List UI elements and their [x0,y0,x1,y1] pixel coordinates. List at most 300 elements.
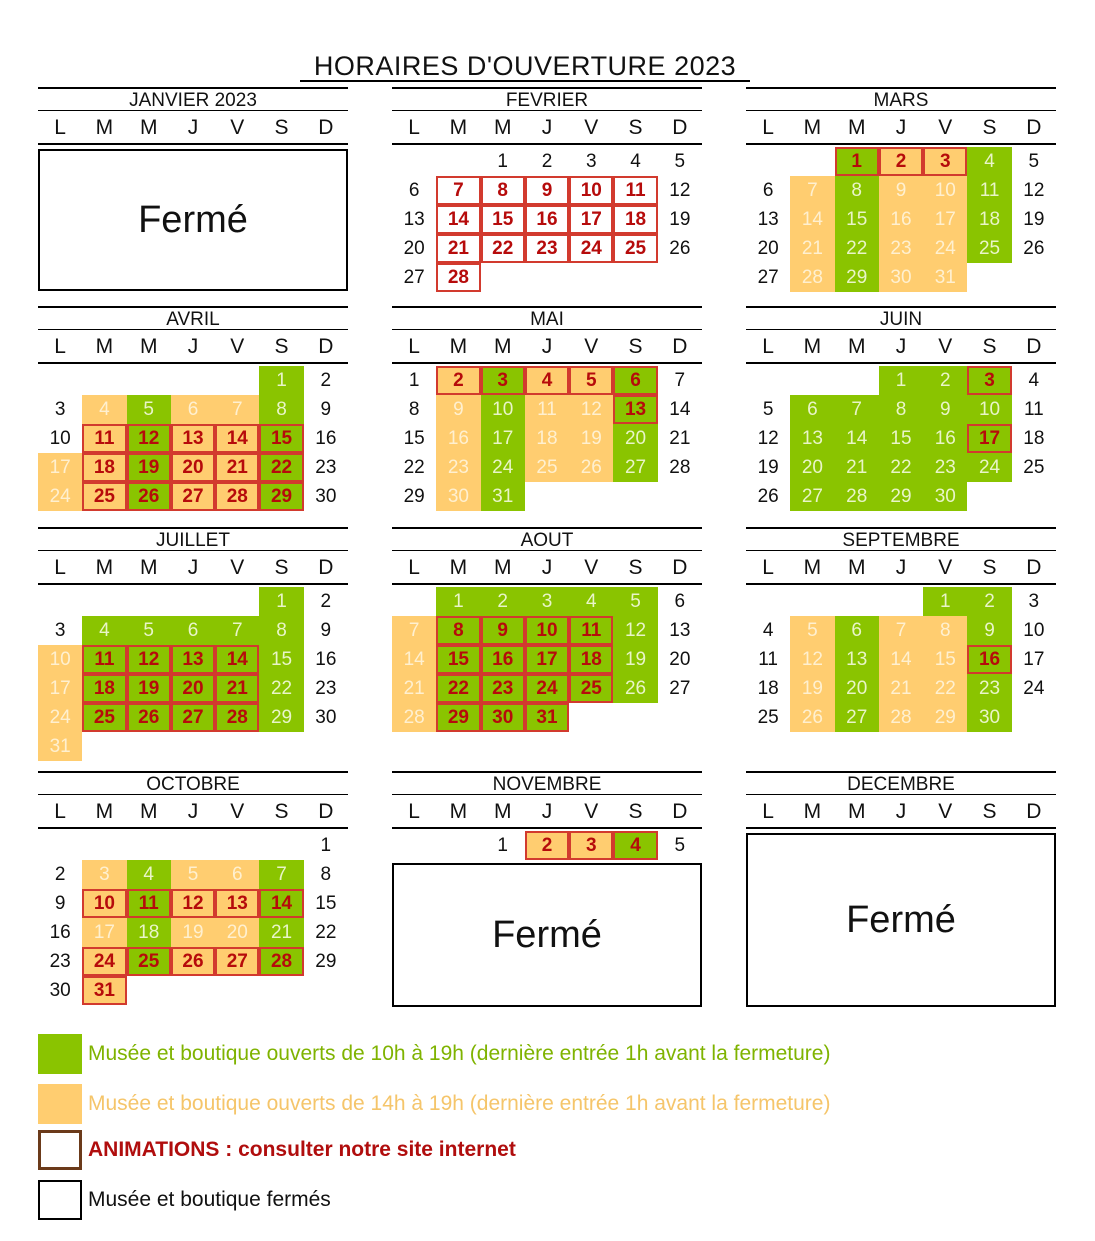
day-cell: 27 [669,678,691,699]
day-cell: 26 [613,674,657,703]
day-cell: 28 [215,703,259,732]
month-name: DECEMBRE [746,771,1056,795]
weekday-label: V [938,556,953,579]
day-cell: 26 [127,703,171,732]
day-cell: 19 [127,674,171,703]
weekday-label: M [803,556,822,579]
weekday-label: M [139,556,158,579]
day-cell: 25 [613,234,657,263]
month-name: JUILLET [38,527,348,551]
day-cell: 31 [38,732,82,761]
day-cell: 22 [835,234,879,263]
day-cell: 15 [923,645,967,674]
month-block [392,306,702,511]
day-cell: 25 [967,234,1011,263]
weekday-label: V [230,556,245,579]
day-cell: 1 [497,835,508,856]
day-cell: 23 [436,453,480,482]
day-cell: 26 [757,486,779,507]
month-name: SEPTEMBRE [746,527,1056,551]
day-cell: 5 [127,616,171,645]
weekday-label: M [493,116,512,139]
day-cell: 19 [669,209,691,230]
day-cell: 25 [82,703,126,732]
empty-cell [790,366,834,395]
day-cell: 7 [259,860,303,889]
day-cell: 22 [923,674,967,703]
day-cell: 16 [49,922,71,943]
weekday-label: M [803,800,822,823]
weekday-label: L [762,116,774,139]
weekday-label: V [584,800,599,823]
month-block [392,87,702,292]
orange-swatch [38,1084,82,1124]
day-cell: 23 [49,951,71,972]
weekday-label: M [449,556,468,579]
day-cell: 12 [127,424,171,453]
day-cell: 25 [757,707,779,728]
weekday-label: J [895,800,907,823]
day-cell: 19 [790,674,834,703]
day-cell: 2 [879,147,923,176]
weekday-label: D [672,116,688,139]
weekday-header [746,111,1056,145]
day-cell: 21 [215,453,259,482]
day-cell: 16 [967,645,1011,674]
day-cell: 24 [38,482,82,511]
empty-cell [392,587,436,616]
weekday-label: M [847,116,866,139]
days-grid [392,831,702,860]
empty-cell [38,587,82,616]
day-cell: 2 [54,864,66,885]
weekday-label: L [408,116,420,139]
weekday-label: J [187,116,199,139]
day-cell: 26 [790,703,834,732]
day-cell: 19 [613,645,657,674]
weekday-label: S [982,335,997,358]
day-cell: 28 [790,263,834,292]
day-cell: 18 [525,424,569,453]
empty-cell [436,831,480,860]
day-cell: 29 [315,951,337,972]
day-cell: 4 [1028,370,1040,391]
day-cell: 10 [481,395,525,424]
day-cell: 10 [967,395,1011,424]
day-cell: 13 [171,645,215,674]
day-cell: 6 [408,180,420,201]
day-cell: 30 [879,263,923,292]
day-cell: 1 [408,370,420,391]
day-cell: 11 [82,424,126,453]
weekday-label: L [408,556,420,579]
day-cell: 27 [835,703,879,732]
weekday-label: D [318,116,334,139]
day-cell: 2 [436,366,480,395]
weekday-label: V [230,335,245,358]
weekday-label: L [54,116,66,139]
day-cell: 20 [790,453,834,482]
day-cell: 10 [49,428,71,449]
day-cell: 16 [879,205,923,234]
day-cell: 10 [38,645,82,674]
day-cell: 3 [481,366,525,395]
day-cell: 8 [259,616,303,645]
day-cell: 11 [82,645,126,674]
weekday-label: V [584,556,599,579]
day-cell: 28 [436,263,480,292]
weekday-label: L [762,556,774,579]
day-cell: 9 [967,616,1011,645]
day-cell: 22 [259,453,303,482]
weekday-label: M [847,335,866,358]
month-block [38,771,348,1005]
day-cell: 30 [923,482,967,511]
month-block [392,771,702,956]
day-cell: 13 [171,424,215,453]
day-cell: 13 [669,620,691,641]
day-cell: 5 [790,616,834,645]
day-cell: 2 [541,151,553,172]
day-cell: 17 [525,645,569,674]
day-cell: 8 [835,176,879,205]
day-cell: 6 [171,395,215,424]
empty-cell [127,831,171,860]
day-cell: 21 [669,428,691,449]
weekday-label: S [628,800,643,823]
day-cell: 27 [215,947,259,976]
day-cell: 9 [879,176,923,205]
days-grid [38,366,348,511]
weekday-label: L [408,800,420,823]
day-cell: 10 [923,176,967,205]
day-cell: 16 [923,424,967,453]
day-cell: 23 [315,678,337,699]
day-cell: 5 [762,399,774,420]
month-name: JANVIER 2023 [38,87,348,111]
day-cell: 11 [1023,399,1044,420]
weekday-label: M [139,335,158,358]
weekday-label: J [187,556,199,579]
day-cell: 1 [259,366,303,395]
day-cell: 4 [82,616,126,645]
weekday-label: M [847,800,866,823]
day-cell: 12 [171,889,215,918]
day-cell: 4 [82,395,126,424]
day-cell: 3 [967,366,1011,395]
weekday-label: D [1026,335,1042,358]
day-cell: 7 [674,370,686,391]
weekday-label: S [628,116,643,139]
day-cell: 11 [525,395,569,424]
day-cell: 8 [879,395,923,424]
empty-cell [171,587,215,616]
day-cell: 15 [481,205,525,234]
weekday-label: L [54,800,66,823]
weekday-label: M [493,335,512,358]
day-cell: 22 [403,457,425,478]
days-grid [392,147,702,292]
day-cell: 2 [525,831,569,860]
day-cell: 29 [835,263,879,292]
day-cell: 30 [436,482,480,511]
day-cell: 24 [967,453,1011,482]
day-cell: 8 [436,616,480,645]
day-cell: 23 [525,234,569,263]
day-cell: 19 [171,918,215,947]
weekday-label: M [449,800,468,823]
weekday-label: M [449,335,468,358]
day-cell: 30 [481,703,525,732]
day-cell: 6 [215,860,259,889]
day-cell: 20 [757,238,779,259]
green-swatch [38,1034,82,1074]
day-cell: 24 [1023,678,1045,699]
day-cell: 14 [879,645,923,674]
day-cell: 20 [835,674,879,703]
weekday-label: M [95,556,114,579]
day-cell: 28 [259,947,303,976]
day-cell: 7 [215,616,259,645]
day-cell: 9 [525,176,569,205]
weekday-label: J [187,800,199,823]
day-cell: 12 [569,395,613,424]
empty-cell [790,587,834,616]
day-cell: 20 [171,453,215,482]
day-cell: 20 [171,674,215,703]
page-title: HORAIRES D'OUVERTURE 2023 [300,50,750,82]
month-name: MARS [746,87,1056,111]
day-cell: 20 [669,649,691,670]
day-cell: 7 [835,395,879,424]
day-cell: 22 [315,922,337,943]
day-cell: 17 [38,674,82,703]
day-cell: 27 [790,482,834,511]
day-cell: 22 [259,674,303,703]
day-cell: 16 [525,205,569,234]
empty-cell [82,587,126,616]
day-cell: 24 [569,234,613,263]
day-cell: 18 [613,205,657,234]
day-cell: 3 [54,620,66,641]
day-cell: 27 [613,453,657,482]
day-cell: 18 [757,678,779,699]
weekday-header [392,551,702,585]
day-cell: 25 [82,482,126,511]
weekday-label: J [187,335,199,358]
day-cell: 14 [215,424,259,453]
day-cell: 17 [82,918,126,947]
weekday-label: D [672,556,688,579]
closed-box: Fermé [746,833,1056,1007]
day-cell: 13 [835,645,879,674]
empty-cell [392,147,436,176]
day-cell: 25 [1023,457,1045,478]
empty-cell [790,147,834,176]
day-cell: 15 [315,893,337,914]
weekday-label: M [493,800,512,823]
month-name: FEVRIER [392,87,702,111]
month-name: AOUT [392,527,702,551]
weekday-label: S [982,800,997,823]
empty-cell [879,587,923,616]
day-cell: 29 [923,703,967,732]
weekday-label: M [95,335,114,358]
day-cell: 13 [757,209,779,230]
day-cell: 17 [481,424,525,453]
weekday-label: M [139,800,158,823]
day-cell: 28 [215,482,259,511]
day-cell: 15 [835,205,879,234]
empty-cell [215,831,259,860]
day-cell: 8 [408,399,420,420]
weekday-label: M [95,116,114,139]
empty-cell [746,366,790,395]
weekday-label: D [672,800,688,823]
month-block [746,771,1056,941]
weekday-label: D [1026,556,1042,579]
day-cell: 10 [82,889,126,918]
day-cell: 14 [790,205,834,234]
day-cell: 16 [315,649,337,670]
day-cell: 11 [758,649,778,670]
weekday-label: S [274,556,289,579]
day-cell: 21 [215,674,259,703]
empty-cell [127,366,171,395]
weekday-label: D [1026,800,1042,823]
day-cell: 29 [259,482,303,511]
month-block [38,87,348,241]
weekday-label: J [541,335,553,358]
day-cell: 1 [835,147,879,176]
empty-cell [171,366,215,395]
day-cell: 29 [436,703,480,732]
month-name: MAI [392,306,702,330]
day-cell: 12 [790,645,834,674]
empty-cell [746,587,790,616]
day-cell: 23 [315,457,337,478]
day-cell: 31 [923,263,967,292]
weekday-label: J [895,335,907,358]
day-cell: 21 [392,674,436,703]
day-cell: 13 [613,395,657,424]
day-cell: 7 [879,616,923,645]
empty-cell [746,147,790,176]
day-cell: 31 [525,703,569,732]
day-cell: 3 [1028,591,1040,612]
days-grid [746,147,1056,292]
day-cell: 25 [127,947,171,976]
day-cell: 5 [674,835,686,856]
day-cell: 1 [259,587,303,616]
day-cell: 8 [923,616,967,645]
day-cell: 15 [436,645,480,674]
day-cell: 26 [127,482,171,511]
day-cell: 1 [879,366,923,395]
day-cell: 5 [674,151,686,172]
day-cell: 26 [171,947,215,976]
weekday-header [746,330,1056,364]
month-block [38,527,348,761]
day-cell: 31 [82,976,126,1005]
weekday-label: J [541,800,553,823]
day-cell: 1 [320,835,332,856]
weekday-label: V [938,335,953,358]
weekday-label: S [628,335,643,358]
days-grid [38,831,348,1005]
day-cell: 28 [669,457,691,478]
empty-cell [82,366,126,395]
day-cell: 23 [879,234,923,263]
weekday-label: J [895,556,907,579]
day-cell: 16 [315,428,337,449]
day-cell: 5 [569,366,613,395]
day-cell: 9 [320,620,332,641]
day-cell: 5 [1028,151,1040,172]
day-cell: 4 [525,366,569,395]
day-cell: 20 [215,918,259,947]
day-cell: 17 [569,205,613,234]
legend-label: ANIMATIONS : consulter notre site internet [88,1138,516,1161]
day-cell: 3 [569,831,613,860]
day-cell: 18 [82,453,126,482]
day-cell: 30 [315,486,337,507]
day-cell: 19 [1023,209,1045,230]
day-cell: 4 [569,587,613,616]
day-cell: 2 [923,366,967,395]
month-block [38,306,348,511]
day-cell: 11 [613,176,657,205]
day-cell: 17 [923,205,967,234]
day-cell: 6 [613,366,657,395]
day-cell: 31 [481,482,525,511]
day-cell: 7 [392,616,436,645]
day-cell: 3 [585,151,597,172]
day-cell: 15 [879,424,923,453]
day-cell: 7 [436,176,480,205]
weekday-label: M [139,116,158,139]
day-cell: 29 [879,482,923,511]
empty-cell [392,831,436,860]
day-cell: 4 [613,831,657,860]
day-cell: 12 [613,616,657,645]
day-cell: 24 [525,674,569,703]
weekday-label: D [672,335,688,358]
day-cell: 24 [82,947,126,976]
day-cell: 22 [436,674,480,703]
day-cell: 29 [259,703,303,732]
day-cell: 2 [320,591,332,612]
weekday-header [746,795,1056,829]
weekday-label: J [541,556,553,579]
day-cell: 13 [215,889,259,918]
weekday-header [38,330,348,364]
day-cell: 23 [967,674,1011,703]
day-cell: 19 [569,424,613,453]
day-cell: 29 [403,486,425,507]
day-cell: 9 [481,616,525,645]
closed-box: Fermé [38,149,348,291]
weekday-label: D [1026,116,1042,139]
weekday-label: D [318,556,334,579]
empty-cell [38,366,82,395]
closed-swatch [38,1180,82,1220]
day-cell: 13 [790,424,834,453]
weekday-label: D [318,335,334,358]
weekday-label: L [408,335,420,358]
empty-cell [38,831,82,860]
day-cell: 5 [613,587,657,616]
